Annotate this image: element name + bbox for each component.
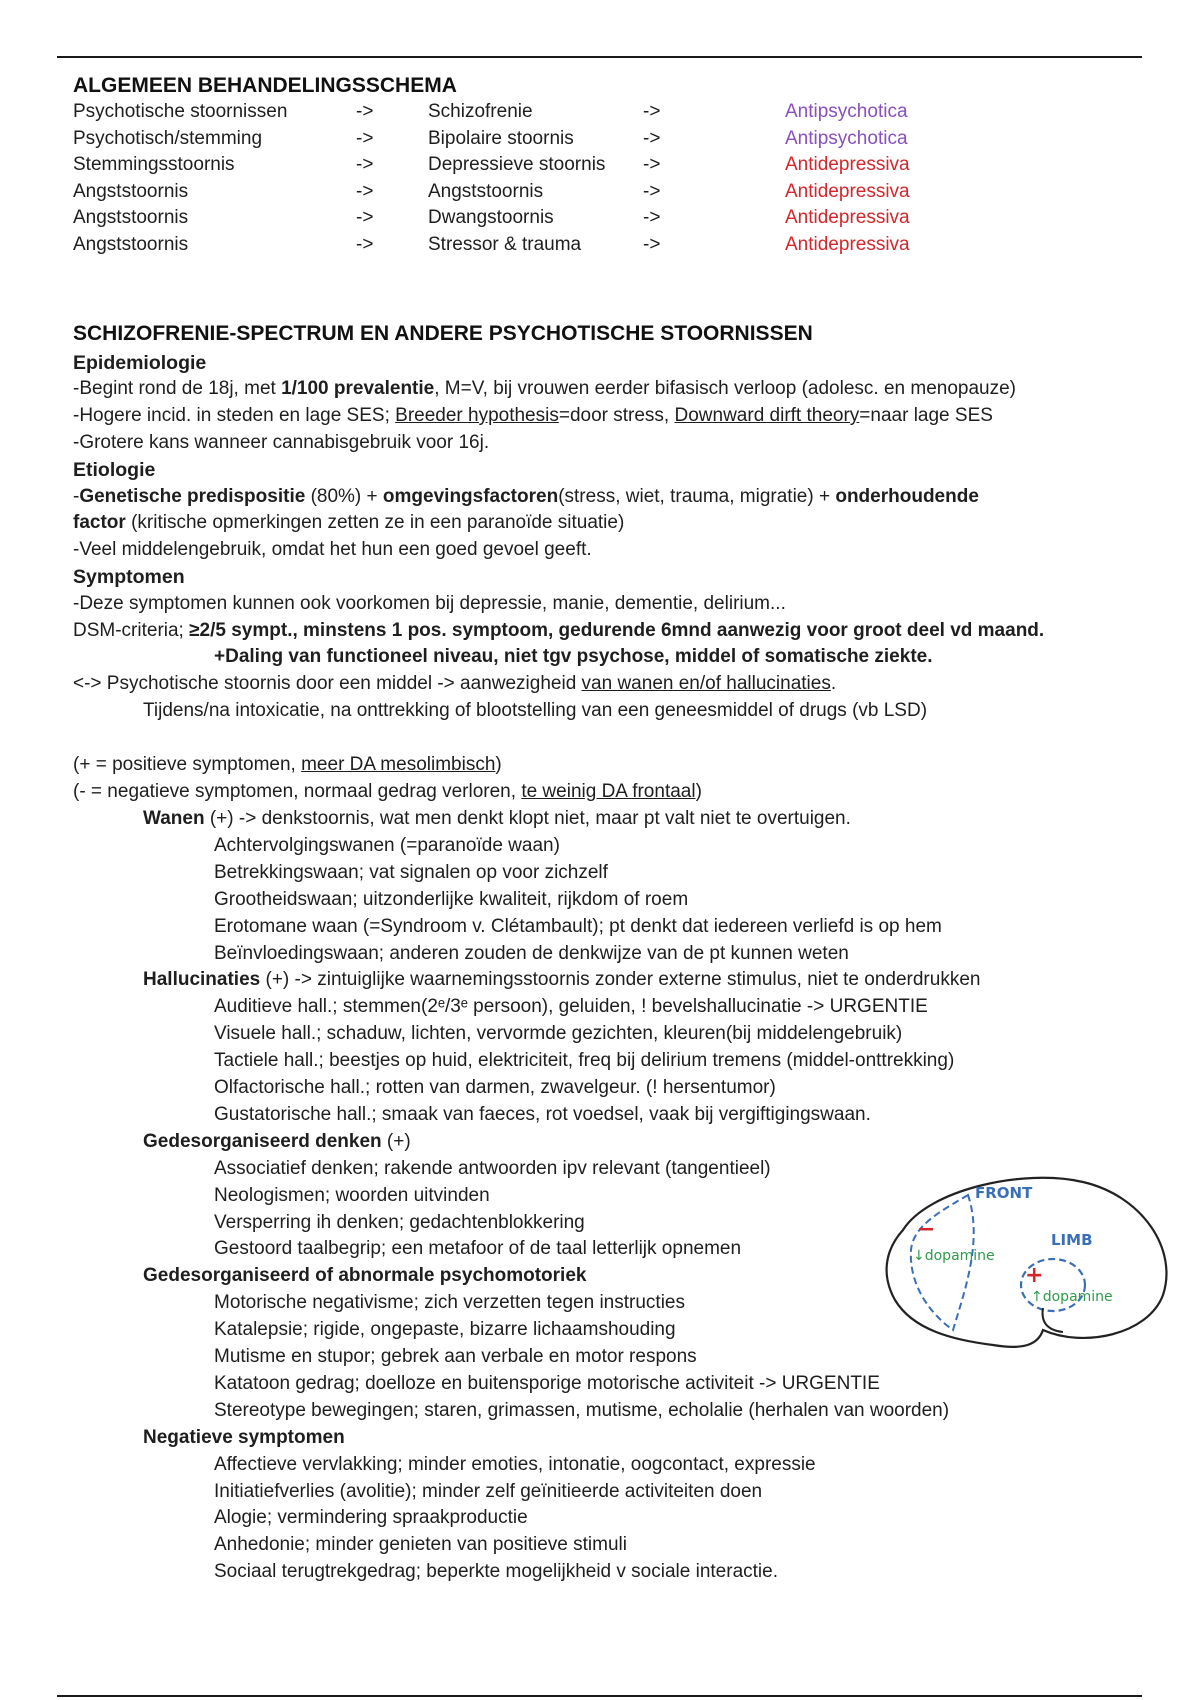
bottom-rule [57,1695,1142,1697]
schema-arrow: -> [356,127,374,149]
heading-symptomen: Symptomen [73,566,185,588]
list-item: Anhedonie; minder genieten van positieve stimuli [214,1534,627,1556]
subheading-hallucinaties: Hallucinaties (+) -> zintuiglijke waarnemingsstoornis zonder externe stimulus, niet te onderdrukken [143,969,981,991]
schema-row [73,128,1073,155]
schizo-title: SCHIZOFRENIE-SPECTRUM EN ANDERE PSYCHOTISCHE STOORNISSEN [73,322,813,345]
list-item: Gustatorische hall.; smaak van faeces, rot voedsel, vaak bij vergiftigingswaan. [214,1103,871,1125]
schema-disorder: Depressieve stoornis [428,154,606,176]
list-item: Achtervolgingswanen (=paranoïde waan) [214,834,560,856]
schema-treatment: Antidepressiva [785,180,910,202]
list-item: Gestoord taalbegrip; een metafoor of de taal letterlijk opnemen [214,1238,742,1260]
sympt-line-5: Tijdens/na intoxicatie, na onttrekking of blootstelling van een geneesmiddel of drugs (vb LSD) [143,700,928,721]
heading-epidemiologie: Epidemiologie [73,352,207,374]
epi-line-3: -Grotere kans wanneer cannabisgebruik voor 16j. [73,432,490,453]
list-item: Visuele hall.; schaduw, lichten, vervormde gezichten, kleuren(bij middelengebruik) [214,1023,903,1045]
schema-treatment: Antipsychotica [785,101,908,122]
schema-treatment: Antidepressiva [785,207,910,229]
list-item: Beïnvloedingswaan; anderen zouden de denkwijze van de pt kunnen weten [214,942,849,964]
schema-arrow: -> [643,127,661,149]
schema-row [73,154,1073,181]
list-item: Katatoon gedrag; doelloze en buitensporige motorische activiteit -> URGENTIE [214,1372,880,1394]
epi-line-1: -Begint rond de 18j, met 1/100 prevalentie, M=V, bij vrouwen eerder bifasisch verloop (adolesc. en menopauze) [73,378,1016,399]
dsm-criteria-2: +Daling van functioneel niveau, niet tgv psychose, middel of somatische ziekte. [214,646,933,667]
schema-disorder: Stressor & trauma [428,234,582,255]
list-item: Motorische negativisme; zich verzetten tegen instructies [214,1292,685,1314]
etio-line-2: factor (kritische opmerkingen zetten ze in een paranoïde situatie) [73,512,625,533]
front-label: FRONT [975,1184,1033,1202]
list-item: Stereotype bewegingen; staren, grimassen, mutisme, echolalie (herhalen van woorden) [214,1399,950,1421]
front-dopamine: ↓dopamine [913,1248,995,1264]
schema-disorder: Dwangstoornis [428,207,554,229]
sympt-line-4: <-> Psychotische stoornis door een middel -> aanwezigheid van wanen en/of hallucinaties. [73,673,837,694]
schema-arrow: -> [643,101,661,122]
schema-treatment: Antidepressiva [785,154,910,176]
top-rule [57,56,1142,58]
subheading-psychomotoriek: Gedesorganiseerd of abnormale psychomotoriek [143,1265,587,1287]
schema-disorder: Schizofrenie [428,101,533,122]
list-item: Mutisme en stupor; gebrek aan verbale en motor respons [214,1346,697,1367]
etio-line-1: -Genetische predispositie (80%) + omgevingsfactoren(stress, wiet, trauma, migratie) + onderhoudende [73,486,979,507]
schema-category: Psychotisch/stemming [73,127,263,149]
epi-line-2: -Hogere incid. in steden en lage SES; Breeder hypothesis=door stress, Downward dirft theory=naar lage SES [73,405,993,426]
dopamine-brain-sketch [873,1170,1178,1365]
negative-note: (- = negatieve symptomen, normaal gedrag verloren, te weinig DA frontaal) [73,781,702,802]
schema-arrow: -> [643,207,661,229]
schema-row [73,181,1073,208]
schema-treatment: Antidepressiva [785,234,910,255]
list-item: Initiatiefverlies (avolitie); minder zelf geïnitieerde activiteiten doen [214,1480,763,1502]
schema-category: Angststoornis [73,180,189,202]
schema-arrow: -> [356,234,374,255]
list-item: Auditieve hall.; stemmen(2ᵉ/3ᵉ persoon), geluiden, ! bevelshallucinatie -> URGENTIE [214,996,928,1018]
schema-row [73,207,1073,234]
list-item: Grootheidswaan; uitzonderlijke kwaliteit, rijkdom of roem [214,888,689,910]
positive-note: (+ = positieve symptomen, meer DA mesolimbisch) [73,754,502,775]
schema-arrow: -> [643,154,661,176]
list-item: Erotomane waan (=Syndroom v. Clétambault); pt denkt dat iedereen verliefd is op hem [214,915,942,937]
schema-arrow: -> [356,180,374,202]
front-minus: − [917,1217,936,1242]
schema-title: ALGEMEEN BEHANDELINGSSCHEMA [73,74,457,97]
list-item: Olfactorische hall.; rotten van darmen, zwavelgeur. (! hersentumor) [214,1077,776,1098]
schema-row [73,234,1073,261]
schema-arrow: -> [356,207,374,229]
schema-arrow: -> [356,154,374,176]
subheading-wanen: Wanen (+) -> denkstoornis, wat men denkt klopt niet, maar pt valt niet te overtuigen. [143,808,851,829]
list-item: Versperring ih denken; gedachtenblokkering [214,1211,585,1233]
list-item: Alogie; vermindering spraakproductie [214,1507,528,1529]
limb-dopamine: ↑dopamine [1031,1289,1113,1305]
list-item: Tactiele hall.; beestjes op huid, elektriciteit, freq bij delirium tremens (middel-onttrekking) [214,1050,955,1072]
schema-category: Angststoornis [73,234,189,255]
limb-label: LIMB [1051,1231,1093,1249]
schema-disorder: Bipolaire stoornis [428,127,574,149]
schema-treatment: Antipsychotica [785,127,908,149]
schema-category: Angststoornis [73,207,189,229]
heading-etiologie: Etiologie [73,459,156,481]
list-item: Sociaal terugtrekgedrag; beperkte mogelijkheid v sociale interactie. [214,1561,778,1583]
schema-arrow: -> [356,101,374,122]
etio-line-3: -Veel middelengebruik, omdat het hun een goed gevoel geeft. [73,539,592,560]
schema-row [73,101,1073,128]
subheading-negatieve-symptomen: Negatieve symptomen [143,1426,345,1448]
dsm-criteria: DSM-criteria; ≥2/5 sympt., minstens 1 pos. symptoom, gedurende 6mnd aanwezig voor groot deel vd maand. [73,620,1045,641]
schema-arrow: -> [643,180,661,202]
schema-disorder: Angststoornis [428,180,544,202]
list-item: Associatief denken; rakende antwoorden ipv relevant (tangentieel) [214,1157,771,1179]
subheading-gedesorganiseerd-denken: Gedesorganiseerd denken (+) [143,1130,411,1152]
limb-plus: + [1025,1263,1044,1288]
schema-arrow: -> [643,234,661,255]
sympt-line-1: -Deze symptomen kunnen ook voorkomen bij depressie, manie, dementie, delirium... [73,593,786,614]
list-item: Affectieve vervlakking; minder emoties, intonatie, oogcontact, expressie [214,1453,816,1475]
list-item: Katalepsie; rigide, ongepaste, bizarre lichaamshouding [214,1319,676,1341]
schema-category: Psychotische stoornissen [73,101,288,122]
schema-category: Stemmingsstoornis [73,154,235,176]
list-item: Neologismen; woorden uitvinden [214,1184,490,1206]
list-item: Betrekkingswaan; vat signalen op voor zichzelf [214,861,608,883]
